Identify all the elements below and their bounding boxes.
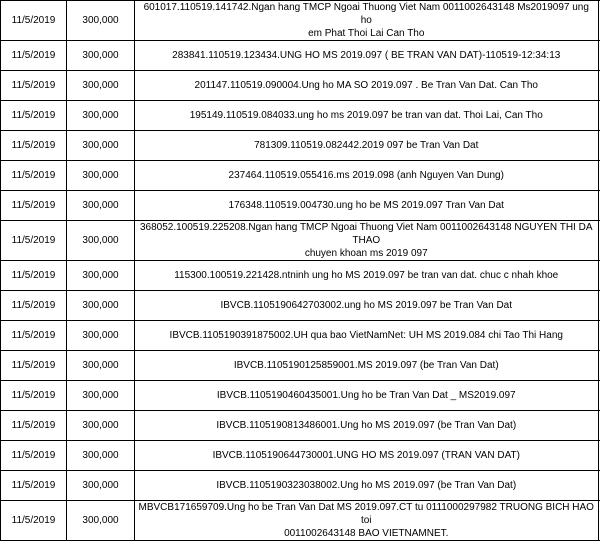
description-cell: [135, 411, 599, 441]
date-cell: 11/5/2019: [1, 261, 67, 291]
date-cell: 11/5/2019: [1, 101, 67, 131]
description-cell: [135, 351, 599, 381]
table-row: [1, 291, 600, 321]
date-cell: 11/5/2019: [1, 191, 67, 221]
description-cell: [135, 221, 599, 261]
description-line: chuyen khoan ms 2019 097: [137, 247, 596, 260]
date-cell: 11/5/2019: [1, 441, 67, 471]
transaction-rows: [1, 1, 600, 541]
date-cell: 11/5/2019: [1, 71, 67, 101]
amount-cell: 300,000: [67, 131, 135, 161]
description-line: IBVCB.1105190644730001.UNG HO MS 2019.097 (TRAN VAN DAT): [137, 449, 596, 462]
description-line: 237464.110519.055416.ms 2019.098 (anh Nguyen Van Dung): [137, 169, 596, 182]
amount-cell: 300,000: [67, 501, 135, 541]
description-line: IBVCB.1105190323038002.Ung ho MS 2019.097 (be Tran Van Dat): [137, 479, 596, 492]
amount-cell: 300,000: [67, 71, 135, 101]
table-row: [1, 1, 600, 41]
description-cell: [135, 501, 599, 541]
description-cell: [135, 261, 599, 291]
description-cell: [135, 161, 599, 191]
amount-cell: 300,000: [67, 441, 135, 471]
description-line: 283841.110519.123434.UNG HO MS 2019.097 ( BE TRAN VAN DAT)-110519-12:34:13: [137, 49, 596, 62]
date-cell: 11/5/2019: [1, 131, 67, 161]
table-row: [1, 381, 600, 411]
table-row: [1, 221, 600, 261]
date-cell: 11/5/2019: [1, 321, 67, 351]
description-line: IBVCB.1105190460435001.Ung ho be Tran Van Dat _ MS2019.097: [137, 389, 596, 402]
amount-cell: 300,000: [67, 411, 135, 441]
description-line: 368052.100519.225208.Ngan hang TMCP Ngoai Thuong Viet Nam 0011002643148 NGUYEN THI DA THAO: [137, 221, 596, 247]
amount-cell: 300,000: [67, 191, 135, 221]
date-cell: 11/5/2019: [1, 1, 67, 41]
date-cell: 11/5/2019: [1, 411, 67, 441]
amount-cell: 300,000: [67, 321, 135, 351]
date-cell: 11/5/2019: [1, 351, 67, 381]
amount-cell: 300,000: [67, 291, 135, 321]
amount-cell: 300,000: [67, 381, 135, 411]
table-row: [1, 501, 600, 541]
table-row: [1, 131, 600, 161]
description-line: IBVCB.1105190642703002.ung ho MS 2019.097 be Tran Van Dat: [137, 299, 596, 312]
description-cell: [135, 321, 599, 351]
table-row: [1, 261, 600, 291]
date-cell: 11/5/2019: [1, 501, 67, 541]
date-cell: 11/5/2019: [1, 221, 67, 261]
amount-cell: 300,000: [67, 471, 135, 501]
date-cell: 11/5/2019: [1, 41, 67, 71]
description-line: IBVCB.1105190125859001.MS 2019.097 (be Tran Van Dat): [137, 359, 596, 372]
description-line: 176348.110519.004730.ung ho be MS 2019.097 Tran Van Dat: [137, 199, 596, 212]
date-cell: 11/5/2019: [1, 291, 67, 321]
amount-cell: 300,000: [67, 1, 135, 41]
amount-cell: 300,000: [67, 41, 135, 71]
table-row: [1, 41, 600, 71]
description-cell: [135, 191, 599, 221]
table-row: [1, 351, 600, 381]
table-row: [1, 471, 600, 501]
description-line: 115300.100519.221428.ntninh ung ho MS 2019.097 be tran van dat. chuc c nhah khoe: [137, 269, 596, 282]
table-row: [1, 101, 600, 131]
date-cell: 11/5/2019: [1, 381, 67, 411]
description-cell: [135, 381, 599, 411]
description-line: 0011002643148 BAO VIETNAMNET.: [137, 527, 596, 540]
amount-cell: 300,000: [67, 351, 135, 381]
description-line: em Phat Thoi Lai Can Tho: [137, 27, 596, 40]
description-cell: [135, 1, 599, 41]
amount-cell: 300,000: [67, 161, 135, 191]
description-line: IBVCB.1105190391875002.UH qua bao VietNamNet: UH MS 2019.084 chi Tao Thi Hang: [137, 329, 596, 342]
description-cell: [135, 131, 599, 161]
table-row: [1, 71, 600, 101]
table-row: [1, 321, 600, 351]
date-cell: 11/5/2019: [1, 161, 67, 191]
description-line: IBVCB.1105190813486001.Ung ho MS 2019.097 (be Tran Van Dat): [137, 419, 596, 432]
description-cell: [135, 101, 599, 131]
description-line: MBVCB171659709.Ung ho be Tran Van Dat MS 2019.097.CT tu 0111000297982 TRUONG BICH HAO toi: [137, 501, 596, 527]
description-cell: [135, 441, 599, 471]
amount-cell: 300,000: [67, 261, 135, 291]
amount-cell: 300,000: [67, 221, 135, 261]
date-cell: 11/5/2019: [1, 471, 67, 501]
description-cell: [135, 471, 599, 501]
table-row: [1, 411, 600, 441]
description-cell: [135, 41, 599, 71]
description-cell: [135, 71, 599, 101]
description-line: 195149.110519.084033.ung ho ms 2019.097 be tran van dat. Thoi Lai, Can Tho: [137, 109, 596, 122]
description-line: 781309.110519.082442.2019 097 be Tran Van Dat: [137, 139, 596, 152]
table-row: [1, 161, 600, 191]
table-row: [1, 441, 600, 471]
amount-cell: 300,000: [67, 101, 135, 131]
table-row: [1, 191, 600, 221]
description-cell: [135, 291, 599, 321]
description-line: 201147.110519.090004.Ung ho MA SO 2019.097 . Be Tran Van Dat. Can Tho: [137, 79, 596, 92]
description-line: 601017.110519.141742.Ngan hang TMCP Ngoai Thuong Viet Nam 0011002643148 Ms2019097 ung ho: [137, 1, 596, 27]
